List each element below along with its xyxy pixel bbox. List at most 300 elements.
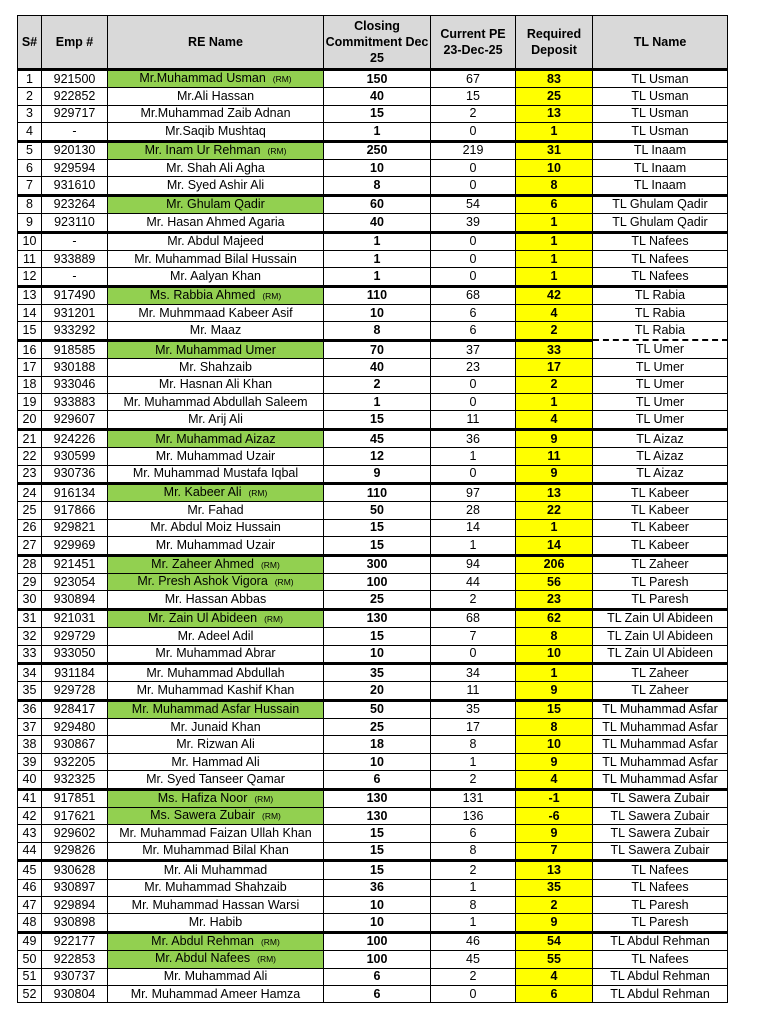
cell-re-name bbox=[108, 502, 324, 519]
table-row bbox=[18, 519, 728, 536]
re-name-text: Ms. Hafiza Noor bbox=[157, 790, 248, 805]
cell-emp: 930188 bbox=[42, 359, 108, 376]
cell-commitment: 8 bbox=[324, 322, 431, 340]
cell-current-pe: 6 bbox=[431, 322, 516, 340]
cell-required-deposit: 2 bbox=[516, 896, 593, 913]
cell-tl-name: TL Aizaz bbox=[593, 429, 728, 447]
cell-current-pe: 28 bbox=[431, 502, 516, 519]
cell-tl-name: TL Zaheer bbox=[593, 555, 728, 573]
cell-current-pe: 6 bbox=[431, 825, 516, 842]
cell-tl-name: TL Nafees bbox=[593, 951, 728, 968]
cell-current-pe: 0 bbox=[431, 232, 516, 250]
cell-tl-name: TL Kabeer bbox=[593, 537, 728, 555]
cell-tl-name: TL Sawera Zubair bbox=[593, 789, 728, 807]
cell-commitment: 18 bbox=[324, 736, 431, 753]
cell-required-deposit: 1 bbox=[516, 519, 593, 536]
cell-emp: 930599 bbox=[42, 448, 108, 465]
cell-sno: 29 bbox=[18, 573, 42, 590]
re-name-text: Mr. Muhammad Uzair bbox=[155, 448, 276, 463]
rm-tag: (RM) bbox=[257, 954, 277, 965]
cell-re-name bbox=[108, 123, 324, 141]
cell-current-pe: 1 bbox=[431, 753, 516, 770]
cell-commitment: 1 bbox=[324, 123, 431, 141]
cell-current-pe: 2 bbox=[431, 861, 516, 879]
cell-required-deposit: 2 bbox=[516, 322, 593, 340]
cell-commitment: 100 bbox=[324, 573, 431, 590]
re-name-text: Mr. Muhammad Bilal Hussain bbox=[134, 251, 297, 266]
cell-emp: 924226 bbox=[42, 429, 108, 447]
cell-required-deposit: 9 bbox=[516, 429, 593, 447]
table-row bbox=[18, 842, 728, 860]
cell-sno: 30 bbox=[18, 591, 42, 609]
cell-sno: 35 bbox=[18, 682, 42, 700]
cell-required-deposit: 42 bbox=[516, 286, 593, 304]
cell-commitment: 15 bbox=[324, 628, 431, 645]
cell-sno: 4 bbox=[18, 123, 42, 141]
cell-current-pe: 0 bbox=[431, 645, 516, 663]
cell-commitment: 45 bbox=[324, 429, 431, 447]
cell-sno: 20 bbox=[18, 411, 42, 429]
cell-commitment: 25 bbox=[324, 591, 431, 609]
cell-required-deposit: -1 bbox=[516, 789, 593, 807]
cell-required-deposit: 4 bbox=[516, 411, 593, 429]
cell-emp: 928417 bbox=[42, 700, 108, 718]
cell-commitment: 130 bbox=[324, 808, 431, 825]
cell-required-deposit: 9 bbox=[516, 465, 593, 483]
cell-emp: 930804 bbox=[42, 985, 108, 1002]
cell-required-deposit: 206 bbox=[516, 555, 593, 573]
col-header-pe: Current PE 23-Dec-25 bbox=[431, 16, 516, 70]
cell-emp: - bbox=[42, 232, 108, 250]
cell-tl-name: TL Inaam bbox=[593, 177, 728, 195]
cell-sno: 22 bbox=[18, 448, 42, 465]
cell-re-name bbox=[108, 736, 324, 753]
table-row bbox=[18, 483, 728, 501]
re-name-text: Mr. Muhammad Hassan Warsi bbox=[131, 897, 300, 912]
cell-tl-name: TL Rabia bbox=[593, 305, 728, 322]
re-name-text: Mr. Muhammad Bilal Khan bbox=[142, 843, 289, 858]
table-row bbox=[18, 555, 728, 573]
re-name-text: Mr. Syed Ashir Ali bbox=[166, 178, 265, 193]
cell-current-pe: 0 bbox=[431, 123, 516, 141]
cell-commitment: 12 bbox=[324, 448, 431, 465]
cell-required-deposit: 9 bbox=[516, 753, 593, 770]
cell-re-name bbox=[108, 968, 324, 985]
cell-commitment: 10 bbox=[324, 896, 431, 913]
cell-re-name bbox=[108, 951, 324, 968]
cell-required-deposit: 8 bbox=[516, 628, 593, 645]
table-row bbox=[18, 719, 728, 736]
re-name-text: Mr. Rizwan Ali bbox=[176, 737, 255, 752]
cell-sno: 18 bbox=[18, 376, 42, 393]
cell-re-name bbox=[108, 214, 324, 232]
cell-commitment: 10 bbox=[324, 914, 431, 932]
cell-commitment: 15 bbox=[324, 105, 431, 122]
re-name-text: Mr. Muhammad Umer bbox=[155, 342, 276, 357]
cell-commitment: 6 bbox=[324, 771, 431, 789]
cell-required-deposit: 10 bbox=[516, 159, 593, 176]
cell-re-name bbox=[108, 70, 324, 88]
cell-re-name bbox=[108, 429, 324, 447]
re-name-text: Mr. Muhammad Aizaz bbox=[155, 431, 276, 446]
cell-emp: 917621 bbox=[42, 808, 108, 825]
cell-sno: 31 bbox=[18, 609, 42, 627]
cell-emp: 933889 bbox=[42, 250, 108, 267]
cell-sno: 25 bbox=[18, 502, 42, 519]
cell-sno: 3 bbox=[18, 105, 42, 122]
re-name-text: Mr. Muhammad Abdullah bbox=[146, 665, 285, 680]
cell-tl-name: TL Umer bbox=[593, 411, 728, 429]
re-name-text: Mr. Hasan Ahmed Agaria bbox=[146, 214, 285, 229]
cell-required-deposit: 4 bbox=[516, 968, 593, 985]
cell-required-deposit: 13 bbox=[516, 105, 593, 122]
cell-required-deposit: 54 bbox=[516, 932, 593, 950]
cell-current-pe: 44 bbox=[431, 573, 516, 590]
cell-re-name bbox=[108, 682, 324, 700]
re-name-text: Mr. Zain Ul Abideen bbox=[148, 610, 258, 625]
cell-re-name bbox=[108, 789, 324, 807]
table-row bbox=[18, 879, 728, 896]
re-name-text: Ms. Rabbia Ahmed bbox=[149, 287, 256, 302]
cell-re-name bbox=[108, 448, 324, 465]
cell-commitment: 15 bbox=[324, 519, 431, 536]
cell-emp: 931184 bbox=[42, 663, 108, 681]
cell-commitment: 9 bbox=[324, 465, 431, 483]
cell-tl-name: TL Abdul Rehman bbox=[593, 968, 728, 985]
re-name-text: Mr. Ghulam Qadir bbox=[166, 197, 265, 212]
cell-required-deposit: 56 bbox=[516, 573, 593, 590]
cell-required-deposit: 1 bbox=[516, 214, 593, 232]
cell-sno: 15 bbox=[18, 322, 42, 340]
col-header-sno: S# bbox=[18, 16, 42, 70]
cell-current-pe: 67 bbox=[431, 70, 516, 88]
cell-emp: 918585 bbox=[42, 340, 108, 358]
table-row bbox=[18, 195, 728, 213]
cell-commitment: 8 bbox=[324, 177, 431, 195]
cell-current-pe: 1 bbox=[431, 914, 516, 932]
cell-sno: 50 bbox=[18, 951, 42, 968]
table-row bbox=[18, 465, 728, 483]
cell-required-deposit: 22 bbox=[516, 502, 593, 519]
cell-tl-name: TL Usman bbox=[593, 70, 728, 88]
table-row bbox=[18, 591, 728, 609]
rm-tag: (RM) bbox=[254, 793, 274, 804]
cell-emp: 922853 bbox=[42, 951, 108, 968]
cell-required-deposit: 14 bbox=[516, 537, 593, 555]
cell-tl-name: TL Sawera Zubair bbox=[593, 842, 728, 860]
col-header-name: RE Name bbox=[108, 16, 324, 70]
re-name-text: Mr.Muhammad Zaib Adnan bbox=[140, 106, 291, 121]
cell-tl-name: TL Muhammad Asfar bbox=[593, 719, 728, 736]
cell-emp: 933883 bbox=[42, 394, 108, 411]
rm-tag: (RM) bbox=[267, 145, 287, 156]
cell-required-deposit: 1 bbox=[516, 663, 593, 681]
cell-sno: 42 bbox=[18, 808, 42, 825]
cell-emp: 930737 bbox=[42, 968, 108, 985]
cell-current-pe: 0 bbox=[431, 394, 516, 411]
table-row bbox=[18, 896, 728, 913]
cell-sno: 44 bbox=[18, 842, 42, 860]
rm-tag: (RM) bbox=[248, 488, 268, 499]
deposit-table bbox=[17, 15, 728, 1003]
table-row bbox=[18, 628, 728, 645]
table-row bbox=[18, 609, 728, 627]
cell-current-pe: 68 bbox=[431, 286, 516, 304]
cell-emp: 929894 bbox=[42, 896, 108, 913]
cell-emp: 917851 bbox=[42, 789, 108, 807]
table-row bbox=[18, 645, 728, 663]
cell-emp: 922177 bbox=[42, 932, 108, 950]
header-row bbox=[18, 16, 728, 70]
table-row bbox=[18, 250, 728, 267]
cell-emp: 917866 bbox=[42, 502, 108, 519]
rm-tag: (RM) bbox=[261, 811, 281, 822]
cell-re-name bbox=[108, 305, 324, 322]
table-row bbox=[18, 177, 728, 195]
cell-tl-name: TL Zaheer bbox=[593, 663, 728, 681]
cell-re-name bbox=[108, 985, 324, 1002]
cell-current-pe: 0 bbox=[431, 376, 516, 393]
cell-current-pe: 0 bbox=[431, 268, 516, 286]
cell-current-pe: 46 bbox=[431, 932, 516, 950]
cell-required-deposit: 1 bbox=[516, 394, 593, 411]
cell-emp: 923110 bbox=[42, 214, 108, 232]
re-name-text: Mr. Abdul Rehman bbox=[151, 933, 254, 948]
cell-re-name bbox=[108, 376, 324, 393]
table-row bbox=[18, 682, 728, 700]
cell-sno: 14 bbox=[18, 305, 42, 322]
cell-tl-name: TL Umer bbox=[593, 340, 728, 358]
cell-current-pe: 94 bbox=[431, 555, 516, 573]
cell-current-pe: 1 bbox=[431, 537, 516, 555]
cell-emp: 930897 bbox=[42, 879, 108, 896]
cell-emp: 929480 bbox=[42, 719, 108, 736]
cell-commitment: 10 bbox=[324, 645, 431, 663]
cell-commitment: 50 bbox=[324, 502, 431, 519]
cell-emp: 920130 bbox=[42, 141, 108, 159]
table-row bbox=[18, 573, 728, 590]
cell-current-pe: 23 bbox=[431, 359, 516, 376]
table-row bbox=[18, 951, 728, 968]
cell-emp: 921500 bbox=[42, 70, 108, 88]
cell-required-deposit: 23 bbox=[516, 591, 593, 609]
col-header-emp: Emp # bbox=[42, 16, 108, 70]
cell-emp: 930628 bbox=[42, 861, 108, 879]
cell-tl-name: TL Nafees bbox=[593, 268, 728, 286]
cell-emp: 929969 bbox=[42, 537, 108, 555]
cell-tl-name: TL Muhammad Asfar bbox=[593, 771, 728, 789]
cell-re-name bbox=[108, 879, 324, 896]
cell-sno: 6 bbox=[18, 159, 42, 176]
table-row bbox=[18, 825, 728, 842]
col-header-tl: TL Name bbox=[593, 16, 728, 70]
cell-required-deposit: -6 bbox=[516, 808, 593, 825]
table-row bbox=[18, 861, 728, 879]
cell-re-name bbox=[108, 359, 324, 376]
table-row bbox=[18, 123, 728, 141]
cell-sno: 17 bbox=[18, 359, 42, 376]
cell-emp: 923264 bbox=[42, 195, 108, 213]
cell-current-pe: 68 bbox=[431, 609, 516, 627]
cell-sno: 8 bbox=[18, 195, 42, 213]
cell-re-name bbox=[108, 771, 324, 789]
re-name-text: Mr. Hammad Ali bbox=[171, 754, 260, 769]
cell-re-name bbox=[108, 537, 324, 555]
cell-re-name bbox=[108, 159, 324, 176]
re-name-text: Mr. Arij Ali bbox=[188, 412, 243, 427]
cell-required-deposit: 10 bbox=[516, 645, 593, 663]
table-row bbox=[18, 700, 728, 718]
re-name-text: Mr. Muhammad Ali bbox=[163, 969, 268, 984]
cell-re-name bbox=[108, 753, 324, 770]
cell-emp: 921031 bbox=[42, 609, 108, 627]
re-name-text: Ms. Sawera Zubair bbox=[150, 808, 256, 823]
cell-re-name bbox=[108, 808, 324, 825]
rm-tag: (RM) bbox=[262, 290, 282, 301]
cell-sno: 5 bbox=[18, 141, 42, 159]
cell-commitment: 130 bbox=[324, 789, 431, 807]
cell-required-deposit: 15 bbox=[516, 700, 593, 718]
cell-required-deposit: 8 bbox=[516, 177, 593, 195]
cell-commitment: 1 bbox=[324, 394, 431, 411]
cell-commitment: 1 bbox=[324, 232, 431, 250]
cell-current-pe: 1 bbox=[431, 448, 516, 465]
cell-commitment: 15 bbox=[324, 537, 431, 555]
cell-emp: 921451 bbox=[42, 555, 108, 573]
cell-re-name bbox=[108, 555, 324, 573]
cell-re-name bbox=[108, 195, 324, 213]
re-name-text: Mr. Muhmmaad Kabeer Asif bbox=[138, 305, 293, 320]
cell-emp: 930867 bbox=[42, 736, 108, 753]
table-row bbox=[18, 88, 728, 105]
cell-commitment: 36 bbox=[324, 879, 431, 896]
cell-current-pe: 2 bbox=[431, 968, 516, 985]
cell-sno: 34 bbox=[18, 663, 42, 681]
re-name-text: Mr. Muhammad Kashif Khan bbox=[136, 682, 295, 697]
re-name-text: Mr. Habib bbox=[188, 915, 243, 930]
re-name-text: Mr. Abdul Moiz Hussain bbox=[150, 520, 281, 535]
cell-required-deposit: 13 bbox=[516, 861, 593, 879]
cell-commitment: 15 bbox=[324, 861, 431, 879]
cell-re-name bbox=[108, 465, 324, 483]
table-row bbox=[18, 448, 728, 465]
cell-tl-name: TL Zain Ul Abideen bbox=[593, 645, 728, 663]
cell-required-deposit: 1 bbox=[516, 123, 593, 141]
table-row bbox=[18, 985, 728, 1002]
re-name-text: Mr. Ali Muhammad bbox=[163, 862, 268, 877]
cell-required-deposit: 17 bbox=[516, 359, 593, 376]
cell-required-deposit: 4 bbox=[516, 305, 593, 322]
re-name-text: Mr. Muhammad Shahzaib bbox=[144, 880, 287, 895]
table-row bbox=[18, 914, 728, 932]
cell-re-name bbox=[108, 825, 324, 842]
cell-re-name bbox=[108, 88, 324, 105]
rm-tag: (RM) bbox=[272, 74, 292, 85]
re-name-text: Mr. Muhammad Ameer Hamza bbox=[130, 986, 301, 1001]
col-header-commitment: Closing Commitment Dec 25 bbox=[324, 16, 431, 70]
re-name-text: Mr. Muhammad Uzair bbox=[155, 537, 276, 552]
cell-tl-name: TL Umer bbox=[593, 376, 728, 393]
cell-sno: 52 bbox=[18, 985, 42, 1002]
cell-emp: 929826 bbox=[42, 842, 108, 860]
cell-tl-name: TL Kabeer bbox=[593, 483, 728, 501]
cell-required-deposit: 4 bbox=[516, 771, 593, 789]
cell-tl-name: TL Paresh bbox=[593, 591, 728, 609]
cell-emp: 933292 bbox=[42, 322, 108, 340]
cell-required-deposit: 11 bbox=[516, 448, 593, 465]
cell-current-pe: 35 bbox=[431, 700, 516, 718]
cell-re-name bbox=[108, 896, 324, 913]
cell-required-deposit: 55 bbox=[516, 951, 593, 968]
table-row bbox=[18, 359, 728, 376]
re-name-text: Mr.Ali Hassan bbox=[176, 89, 255, 104]
cell-sno: 37 bbox=[18, 719, 42, 736]
cell-sno: 43 bbox=[18, 825, 42, 842]
cell-sno: 12 bbox=[18, 268, 42, 286]
re-name-text: Mr. Adeel Adil bbox=[177, 628, 254, 643]
cell-tl-name: TL Aizaz bbox=[593, 448, 728, 465]
cell-commitment: 150 bbox=[324, 70, 431, 88]
cell-commitment: 35 bbox=[324, 663, 431, 681]
re-name-text: Mr. Presh Ashok Vigora bbox=[137, 574, 268, 589]
rm-tag: (RM) bbox=[274, 577, 294, 588]
cell-sno: 46 bbox=[18, 879, 42, 896]
col-header-deposit: Required Deposit bbox=[516, 16, 593, 70]
cell-required-deposit: 35 bbox=[516, 879, 593, 896]
cell-commitment: 300 bbox=[324, 555, 431, 573]
cell-current-pe: 7 bbox=[431, 628, 516, 645]
cell-tl-name: TL Aizaz bbox=[593, 465, 728, 483]
cell-re-name bbox=[108, 394, 324, 411]
cell-commitment: 130 bbox=[324, 609, 431, 627]
cell-tl-name: TL Ghulam Qadir bbox=[593, 214, 728, 232]
cell-commitment: 6 bbox=[324, 985, 431, 1002]
cell-current-pe: 0 bbox=[431, 250, 516, 267]
re-name-text: Mr. Muhammad Faizan Ullah Khan bbox=[119, 826, 312, 841]
table-row bbox=[18, 70, 728, 88]
cell-required-deposit: 1 bbox=[516, 232, 593, 250]
cell-sno: 23 bbox=[18, 465, 42, 483]
cell-re-name bbox=[108, 645, 324, 663]
cell-emp: 932325 bbox=[42, 771, 108, 789]
re-name-text: Mr.Muhammad Usman bbox=[139, 71, 266, 86]
cell-emp: 931610 bbox=[42, 177, 108, 195]
cell-tl-name: TL Abdul Rehman bbox=[593, 985, 728, 1002]
cell-tl-name: TL Zain Ul Abideen bbox=[593, 609, 728, 627]
cell-current-pe: 34 bbox=[431, 663, 516, 681]
cell-current-pe: 6 bbox=[431, 305, 516, 322]
cell-current-pe: 8 bbox=[431, 842, 516, 860]
cell-required-deposit: 6 bbox=[516, 195, 593, 213]
table-row bbox=[18, 322, 728, 340]
table-row bbox=[18, 429, 728, 447]
table-row bbox=[18, 214, 728, 232]
cell-required-deposit: 9 bbox=[516, 825, 593, 842]
table-row bbox=[18, 340, 728, 358]
cell-sno: 47 bbox=[18, 896, 42, 913]
cell-emp: 933046 bbox=[42, 376, 108, 393]
cell-current-pe: 1 bbox=[431, 879, 516, 896]
table-row bbox=[18, 736, 728, 753]
table-row bbox=[18, 394, 728, 411]
cell-tl-name: TL Muhammad Asfar bbox=[593, 736, 728, 753]
cell-current-pe: 36 bbox=[431, 429, 516, 447]
cell-required-deposit: 10 bbox=[516, 736, 593, 753]
table-row bbox=[18, 968, 728, 985]
cell-sno: 45 bbox=[18, 861, 42, 879]
cell-re-name bbox=[108, 411, 324, 429]
cell-re-name bbox=[108, 663, 324, 681]
